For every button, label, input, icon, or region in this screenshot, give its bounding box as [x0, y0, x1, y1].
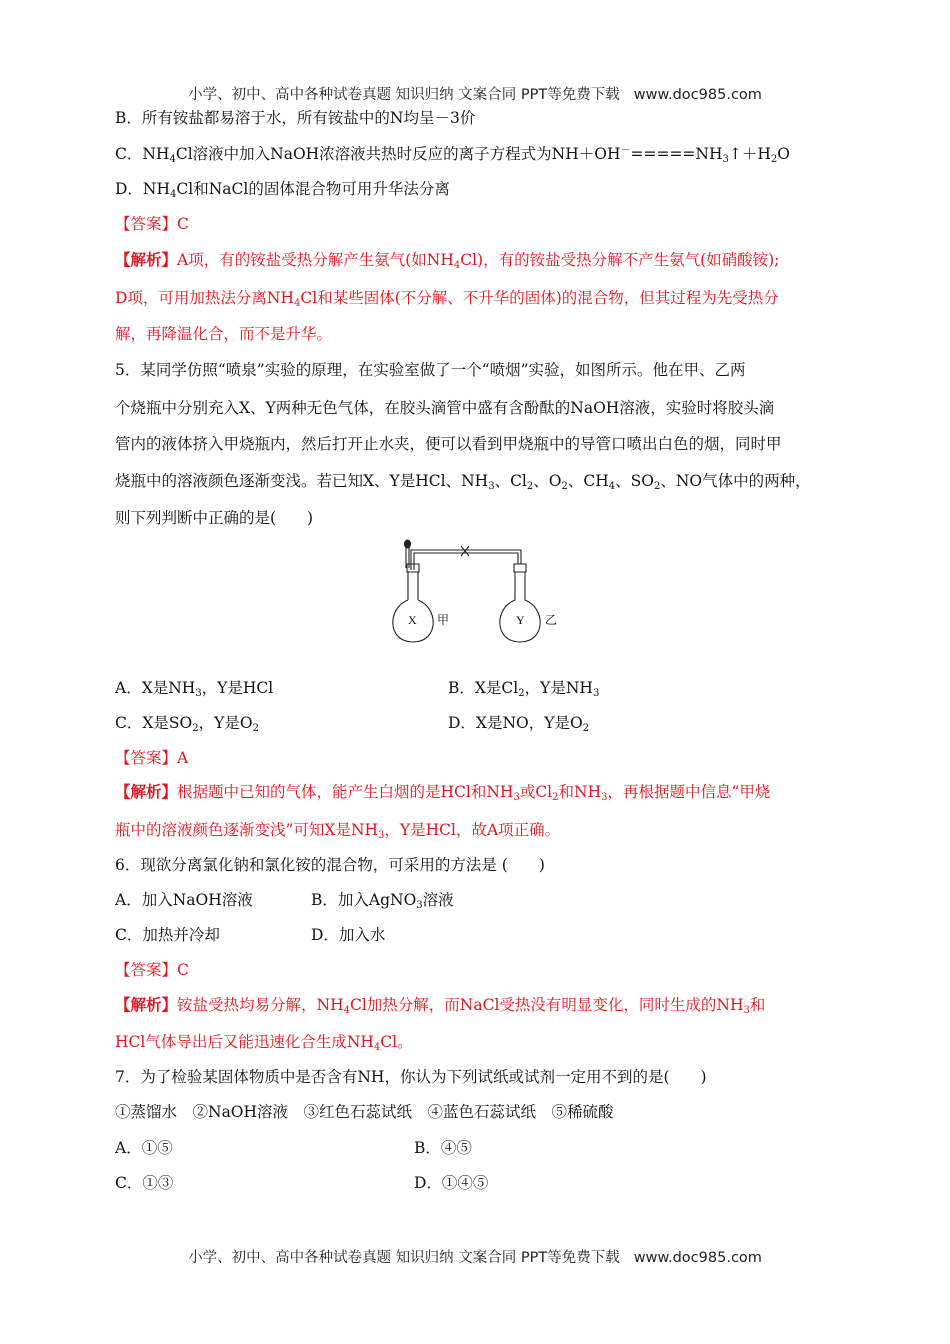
q6-analysis-line-1: 【解析】铵盐受热均易分解，$NH_4Cl$加热分解，而NaCl受热没有明显变化，同时生成的$NH_3$和: [115, 995, 766, 1016]
page-footer: [0, 1246, 950, 1267]
right-stopper: [514, 564, 526, 572]
q4-option-b: B．所有铵盐都易溶于水，所有铵盐中的N均呈－3价: [115, 109, 476, 127]
q5-analysis-line-2: 瓶中的溶液颜色逐渐变浅”可知X是$NH_3$，Y是HCl，故A项正确。: [115, 821, 561, 841]
flask-yi-label: 乙: [545, 613, 558, 627]
footer-text: 小学、初中、高中各种试卷真题 知识归纳 文案合同 PPT等免费下载: [188, 1250, 620, 1266]
page-header: [0, 83, 950, 104]
q7-option-a: A．①⑤: [115, 1139, 173, 1157]
flask-jia-label: 甲: [437, 613, 450, 627]
q5-stem-line-5: 则下列判断中正确的是( ): [115, 509, 314, 527]
q4-answer: 【答案】C: [115, 215, 189, 233]
fountain-apparatus-figure: [385, 538, 575, 648]
q5-stem-line-4: 烧瓶中的溶液颜色逐渐变浅。若已知X、Y是HCl、$NH_3$、$Cl_2$、$O_2$、$CH_4$、$SO_2$、NO气体中的两种，: [115, 472, 811, 492]
q5-stem-line-2: 个烧瓶中分别充入X、Y两种无色气体，在胶头滴管中盛有含酚酞的NaOH溶液，实验时将胶头滴: [115, 399, 775, 417]
q7-option-c: C．①③: [115, 1174, 174, 1192]
q5-stem-line-1: 5．某同学仿照“喷泉”实验的原理，在实验室做了一个“喷烟”实验，如图所示。他在甲、乙两: [115, 361, 746, 379]
q7-option-d: D．①④⑤: [414, 1174, 489, 1192]
q6-option-b: B．加入AgNO$_3$溶液: [311, 891, 454, 911]
q7-stem: 7．为了检验某固体物质中是否含有NH，你认为下列试纸或试剂一定用不到的是( ): [115, 1068, 707, 1086]
q7-items: ①蒸馏水 ②NaOH溶液 ③红色石蕊试纸 ④蓝色石蕊试纸 ⑤稀硫酸: [115, 1103, 614, 1121]
q4-analysis-line-3: 解，再降温化合，而不是升华。: [115, 325, 333, 343]
q4-analysis-line-2: D项，可用加热法分离$NH_4Cl$和某些固体(不分解、不升华的固体)的混合物，但其过程为先受热分: [115, 289, 779, 309]
q6-option-c: C．加热并冷却: [115, 926, 220, 944]
q5-option-a: A．X是$NH_3$，Y是HCl: [115, 679, 274, 699]
q6-stem: 6．现欲分离氯化钠和氯化铵的混合物，可采用的方法是 ( ): [115, 856, 545, 874]
q6-option-d: D．加入水: [311, 926, 386, 944]
q4-analysis-line-1: 【解析】A项，有的铵盐受热分解产生氨气(如$NH_4Cl$)，有的铵盐受热分解不产生氨气(如硝酸铵);: [115, 250, 780, 271]
q5-answer: 【答案】A: [115, 749, 189, 767]
q5-option-d: D．X是NO，Y是$O_2$: [448, 714, 590, 734]
q5-option-b: B．X是$Cl_2$，Y是$NH_3$: [448, 679, 600, 699]
q7-option-b: B．④⑤: [414, 1139, 472, 1157]
q5-stem-line-3: 管内的液体挤入甲烧瓶内，然后打开止水夹，便可以看到甲烧瓶中的导管口喷出白色的烟，同时甲: [115, 435, 782, 453]
q5-analysis-line-1: 【解析】根据题中已知的气体，能产生白烟的是HCl和$NH_3$或$Cl_2$和$NH_3$，再根据题中信息“甲烧: [115, 782, 771, 803]
flask-y-label: Y: [516, 613, 525, 627]
q6-answer: 【答案】C: [115, 961, 189, 979]
q4-option-d: D．$NH_4Cl$和NaCl的固体混合物可用升华法分离: [115, 180, 450, 200]
q6-option-a: A．加入NaOH溶液: [115, 891, 253, 909]
header-text: 小学、初中、高中各种试卷真题 知识归纳 文案合同 PPT等免费下载: [188, 87, 620, 103]
q6-analysis-line-2: HCl气体导出后又能迅速化合生成$NH_4Cl$。: [115, 1033, 413, 1053]
footer-url[interactable]: www.doc985.com: [633, 1250, 762, 1266]
header-url[interactable]: www.doc985.com: [633, 87, 762, 103]
q4-option-c: C．$NH_4Cl$溶液中加入NaOH浓溶液共热时反应的离子方程式为$NH+OH^-=====NH_3↑+H_2O$: [115, 145, 790, 165]
pinch-clamp: [461, 546, 469, 556]
q5-option-c: C．X是$SO_2$，Y是$O_2$: [115, 714, 259, 734]
flask-x-label: X: [408, 613, 417, 627]
